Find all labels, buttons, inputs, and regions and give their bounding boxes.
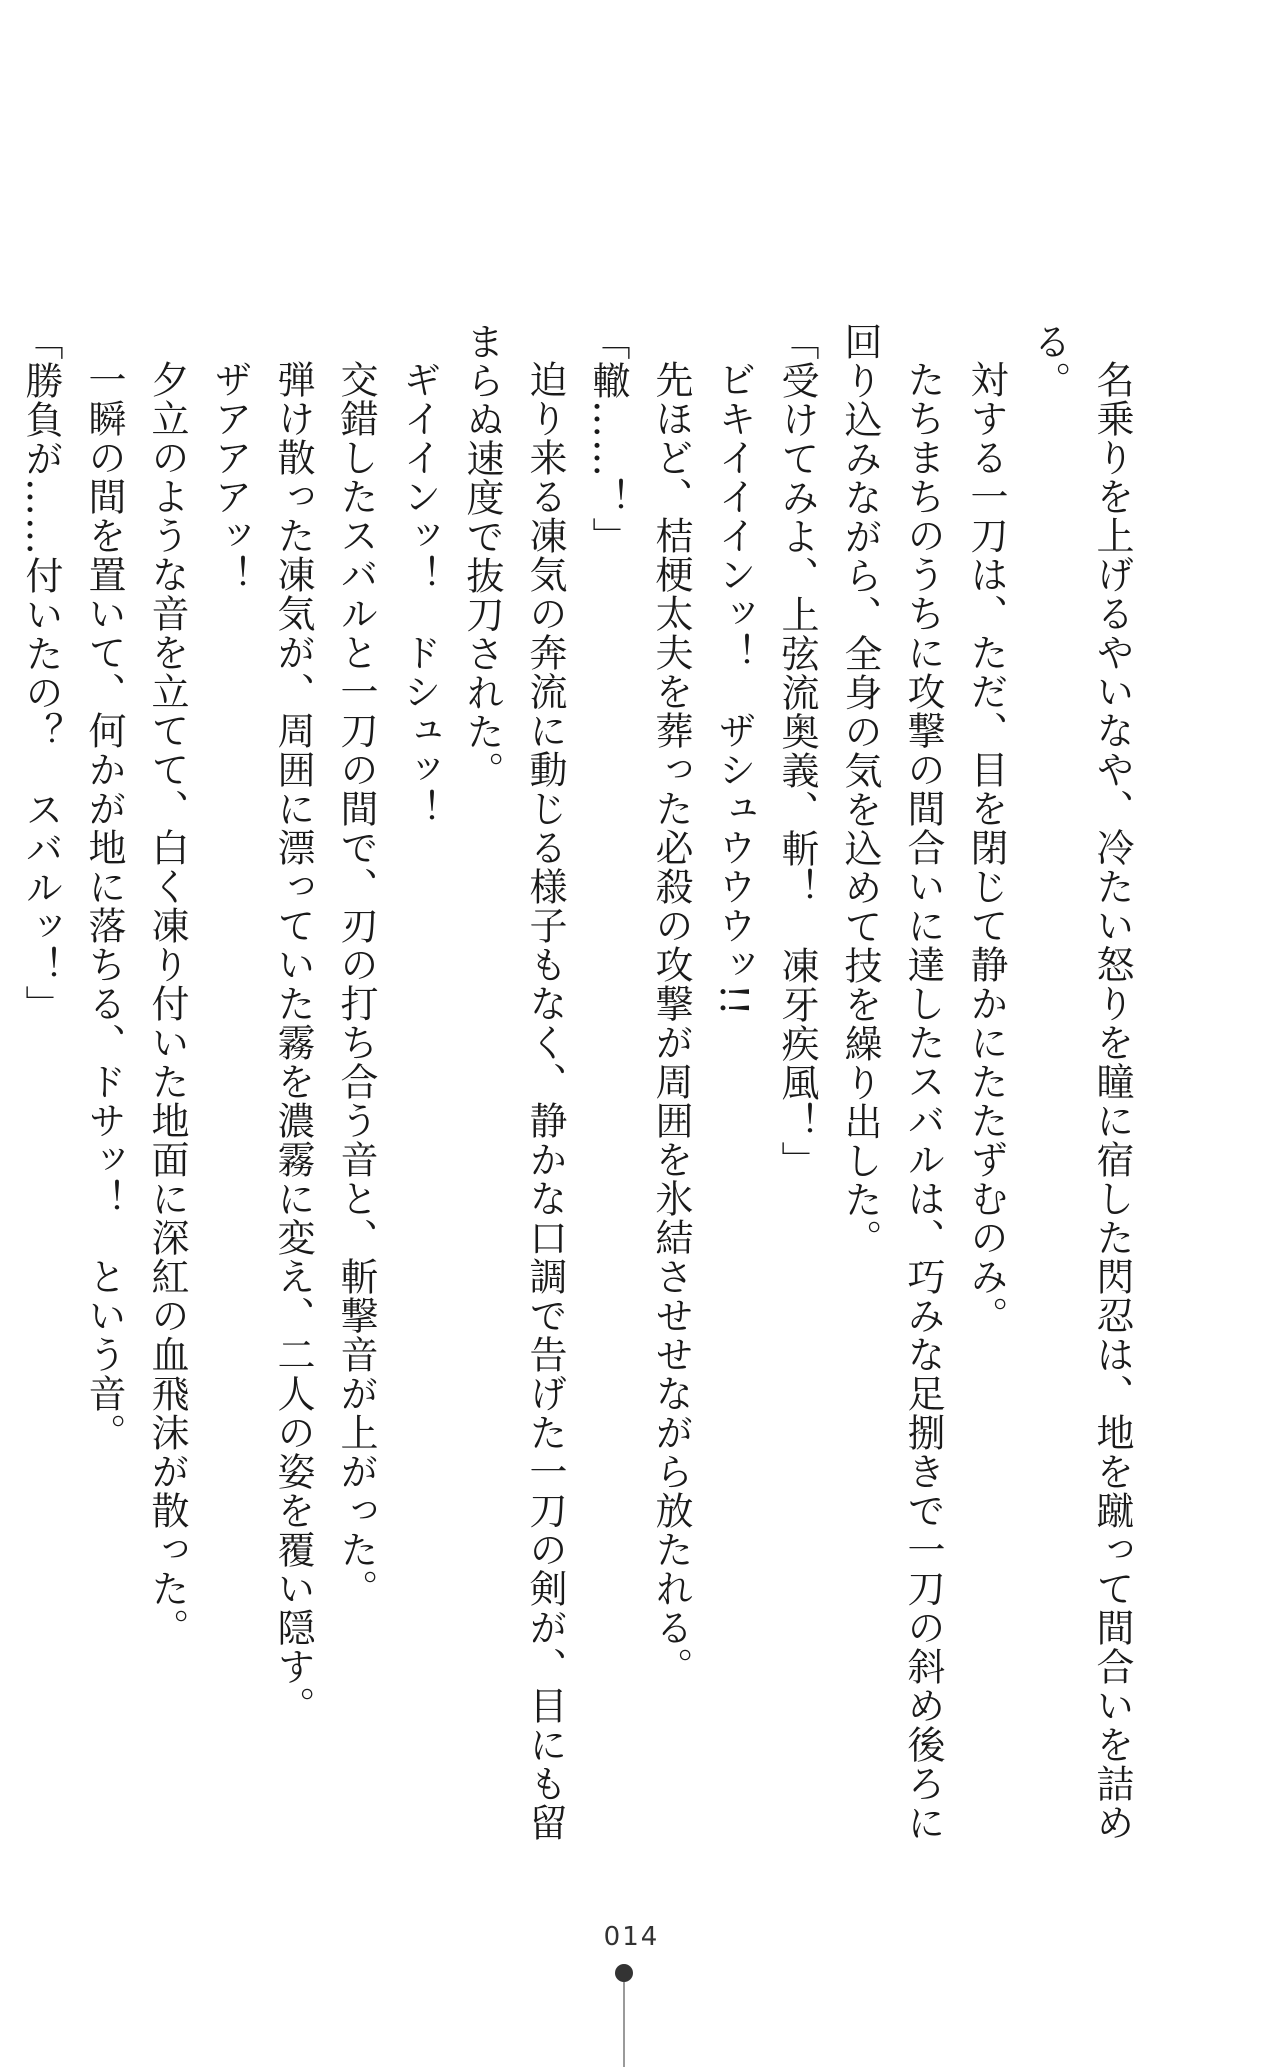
dialogue-line: 「勝負が……付いたの？ スバルッ！」 — [19, 322, 63, 1024]
page-number: 014 — [603, 1922, 660, 1952]
paragraph: たちまちのうちに攻撃の間合いに達したスバルは、巧みな足捌きで一刀の斜め後ろに回り込みながら、全身の気を込めて技を繰り出した。 — [838, 322, 945, 1842]
paragraph: 夕立のような音を立てて、白く凍り付いた地面に深紅の血飛沫が散った。 — [145, 360, 189, 1647]
footer-line-ornament — [623, 1982, 625, 2067]
dialogue-line: 「受けてみよ、上弦流奥義、斬！ 凍牙疾風！」 — [775, 322, 819, 1180]
paragraph: 一瞬の間を置いて、何かが地に落ちる、ドサッ！ という音。 — [82, 360, 126, 1452]
paragraph: ギイインッ！ ドシュッ！ — [397, 360, 441, 828]
paragraph: ザアアアッ！ — [208, 360, 252, 594]
paragraph: 迫り来る凍気の奔流に動じる様子もなく、静かな口調で告げた一刀の剣が、目にも留まらぬ速度で抜刀された。 — [460, 322, 567, 1842]
vertical-text-body — [9, 322, 1143, 1862]
paragraph: 交錯したスバルと一刀の間で、刃の打ち合う音と、斬撃音が上がった。 — [334, 360, 378, 1608]
paragraph: 対する一刀は、ただ、目を閉じて静かにたたずむのみ。 — [964, 360, 1008, 1335]
paragraph: 弾け散った凍気が、周囲に漂っていた霧を濃霧に変え、二人の姿を覆い隠す。 — [271, 360, 315, 1725]
paragraph: 名乗りを上げるやいなや、冷たい怒りを瞳に宿した閃忍は、地を蹴って間合いを詰める。 — [1027, 322, 1134, 1842]
dialogue-line: 「轍……！」 — [586, 322, 630, 556]
footer-dot-ornament — [615, 1964, 633, 1982]
paragraph: 先ほど、桔梗太夫を葬った必殺の攻撃が周囲を氷結させせながら放たれる。 — [649, 360, 693, 1686]
paragraph: ビキイイインッ！ ザシュウウウッ!! — [712, 360, 756, 1017]
